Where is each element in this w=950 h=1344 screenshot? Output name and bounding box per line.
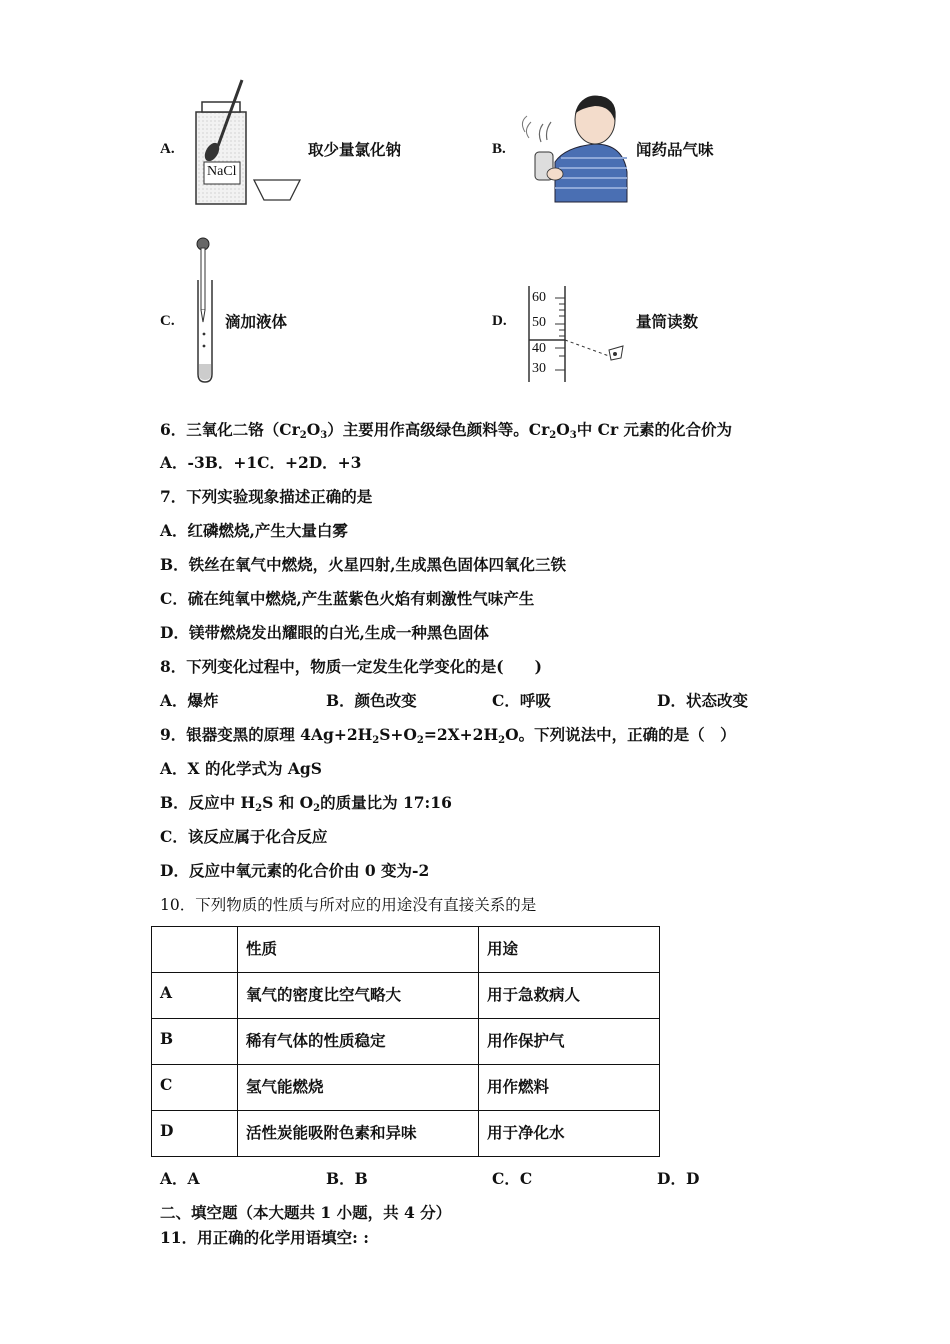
q10-option-a: A．A: [160, 1169, 200, 1188]
table-cell: A: [152, 973, 238, 1019]
table-row: [152, 927, 660, 973]
q7-stem: 7．下列实验现象描述正确的是: [160, 487, 373, 506]
q7-option-b: B．铁丝在氧气中燃烧，火星四射,生成黑色固体四氧化三铁: [160, 555, 566, 574]
nacl-reagent-bottle-figure: [190, 76, 310, 208]
smelling-chemical-figure: [515, 92, 630, 204]
table-cell: 稀有气体的性质稳定: [238, 1019, 479, 1065]
table-row: [152, 1019, 660, 1065]
q7-option-d: D．镁带燃烧发出耀眼的白光,生成一种黑色固体: [160, 623, 489, 642]
q10-table: [151, 926, 660, 1157]
option-b-caption: 闻药品气味: [636, 140, 714, 159]
table-header-cell: 用途: [479, 927, 660, 973]
table-cell: B: [152, 1019, 238, 1065]
q11-stem: 11．用正确的化学用语填空: :: [160, 1228, 369, 1247]
tick-label-40: 40: [532, 341, 546, 356]
table-header-cell: [152, 927, 238, 973]
table-cell: 用于急救病人: [479, 973, 660, 1019]
table-row: [152, 973, 660, 1019]
option-d-caption: 量筒读数: [636, 312, 699, 331]
table-row: [152, 1065, 660, 1111]
q7-option-a: A．红磷燃烧,产生大量白雾: [160, 521, 348, 540]
nacl-label: NaCl: [207, 164, 237, 179]
option-c-letter: C.: [160, 313, 175, 329]
section-heading: 二、填空题（本大题共 1 小题，共 4 分）: [160, 1203, 452, 1222]
table-cell: C: [152, 1065, 238, 1111]
q8-option-b: B．颜色改变: [326, 691, 417, 710]
tick-label-50: 50: [532, 315, 546, 330]
tick-label-60: 60: [532, 290, 546, 305]
tick-label-30: 30: [532, 361, 546, 376]
table-cell: 氧气的密度比空气略大: [238, 973, 479, 1019]
q10-stem: 10．下列物质的性质与所对应的用途没有直接关系的是: [160, 896, 537, 914]
table-cell: 用于净化水: [479, 1111, 660, 1157]
option-c-caption: 滴加液体: [225, 312, 288, 331]
q8-option-d: D．状态改变: [657, 691, 748, 710]
table-header-cell: 性质: [238, 927, 479, 973]
table-row: [152, 1111, 660, 1157]
table-cell: 氢气能燃烧: [238, 1065, 479, 1111]
q8-option-a: A．爆炸: [160, 691, 219, 710]
q9-option-c: C．该反应属于化合反应: [160, 827, 328, 846]
q6-options: A．-3B．+1C．+2D．+3: [160, 453, 362, 472]
q9-option-b: B．反应中 $H_2S$ 和 $O_2$的质量比为 17:16: [160, 793, 452, 814]
q8-option-c: C．呼吸: [492, 691, 551, 710]
q10-option-b: B．B: [326, 1169, 368, 1188]
q9-stem: 9．银器变黑的原理 $4Ag+2H_2S+O_2=2X+2H_2O$。下列说法中，正确的是（ ）: [160, 725, 736, 746]
q10-option-c: C．C: [492, 1169, 533, 1188]
q10-option-d: D．D: [657, 1169, 700, 1188]
table-cell: D: [152, 1111, 238, 1157]
option-a-caption: 取少量氯化钠: [308, 140, 402, 159]
table-cell: 活性炭能吸附色素和异味: [238, 1111, 479, 1157]
q7-option-c: C．硫在纯氧中燃烧,产生蓝紫色火焰有刺激性气味产生: [160, 589, 535, 608]
table-cell: 用作燃料: [479, 1065, 660, 1111]
q9-option-a: A．X 的化学式为 AgS: [160, 759, 322, 778]
dropping-liquid-figure: [192, 236, 220, 386]
table-cell: 用作保护气: [479, 1019, 660, 1065]
q6-stem: 6．三氧化二铬$(Cr_2O_3)$主要用作高级绿色颜料等。$Cr_2O_3$中 Cr 元素的化合价为: [160, 420, 733, 441]
option-a-letter: A.: [160, 141, 175, 157]
q8-stem: 8．下列变化过程中，物质一定发生化学变化的是( ): [160, 657, 542, 676]
option-b-letter: B.: [492, 141, 506, 157]
q9-option-d: D．反应中氧元素的化合价由 0 变为-2: [160, 861, 430, 880]
option-d-letter: D.: [492, 313, 507, 329]
